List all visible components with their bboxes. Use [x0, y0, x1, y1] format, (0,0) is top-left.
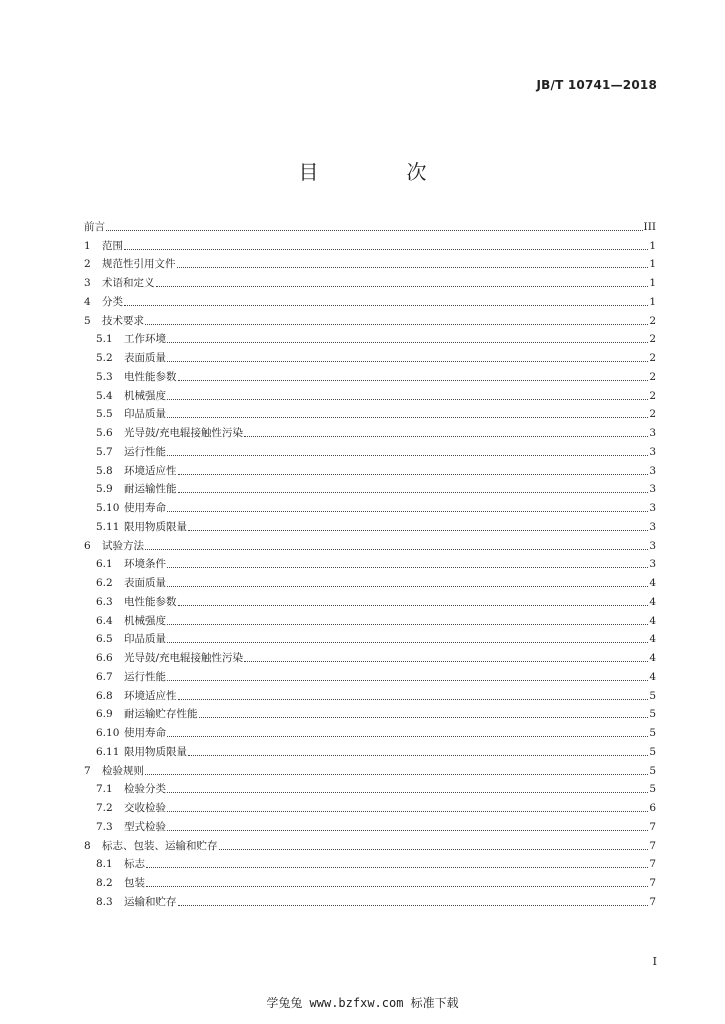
toc-entry-page: 3: [649, 483, 656, 496]
toc-entry-title: 机械强度: [124, 389, 166, 402]
toc-entry-title: 电性能参数: [124, 595, 177, 608]
toc-entry[interactable]: [84, 253, 656, 272]
toc-entry-title: 包装: [124, 877, 145, 889]
toc-entry-number: 6.5: [96, 633, 113, 646]
toc-entry-page: 4: [649, 652, 656, 664]
toc-entry-title: 光导鼓/充电辊接触性污染: [124, 652, 244, 664]
toc-entry[interactable]: [84, 721, 656, 740]
toc-dot-leader: [167, 830, 648, 831]
toc-entry-number: 6.8: [96, 689, 113, 702]
toc-entry-number: 4: [84, 295, 91, 308]
toc-entry-title: 交收检验: [124, 802, 166, 814]
toc-dot-leader: [167, 511, 648, 512]
toc-entry-number: 6.2: [96, 577, 113, 589]
toc-entry-number: 5: [84, 314, 91, 327]
toc-entry-number: 8.3: [96, 895, 113, 908]
toc-entry-title: 使用寿命: [124, 502, 166, 514]
toc-entry-title: 电性能参数: [124, 370, 177, 383]
toc-entry[interactable]: [84, 215, 656, 234]
standard-number: JB/T 10741—2018: [536, 78, 657, 92]
toc-dot-leader: [219, 849, 649, 850]
toc-entry[interactable]: [84, 796, 656, 815]
toc-entry[interactable]: [84, 421, 656, 440]
toc-entry-page: 3: [649, 427, 656, 439]
toc-entry-page: 6: [649, 802, 656, 814]
toc-entry-number: 8: [84, 839, 91, 852]
toc-entry-page: 7: [649, 895, 656, 908]
toc-dot-leader: [167, 399, 648, 400]
toc-entry-title: 范围: [102, 239, 123, 252]
toc-entry[interactable]: [84, 890, 656, 909]
toc-entry-title: 环境条件: [124, 558, 166, 571]
toc-dot-leader: [177, 267, 649, 268]
toc-dot-leader: [124, 305, 648, 306]
toc-dot-leader: [167, 342, 648, 343]
toc-dot-leader: [178, 380, 649, 381]
toc-entry[interactable]: [84, 646, 656, 665]
toc-entry[interactable]: [84, 440, 656, 459]
toc-entry-page: 2: [649, 352, 656, 364]
toc-entry-title: 技术要求: [102, 314, 144, 327]
toc-dot-leader: [167, 792, 648, 793]
toc-entry-page: 2: [649, 389, 656, 402]
toc-entry-number: 7.1: [96, 783, 113, 796]
toc-entry-page: 1: [649, 295, 656, 308]
toc-entry-number: 5.10: [96, 502, 120, 514]
toc-dot-leader: [167, 811, 648, 812]
toc-entry-page: 2: [649, 408, 656, 421]
toc-dot-leader: [167, 361, 648, 362]
toc-entry-page: 5: [649, 764, 656, 777]
toc-entry-page: 5: [649, 745, 656, 758]
toc-entry-number: 7: [84, 764, 91, 777]
table-of-contents: [84, 215, 656, 909]
toc-entry-page: 2: [649, 314, 656, 327]
toc-dot-leader: [199, 717, 649, 718]
toc-entry-number: 7.2: [96, 802, 113, 814]
toc-entry-page: 7: [649, 858, 656, 871]
toc-entry-title: 运输和贮存: [124, 895, 177, 908]
toc-entry-number: 3: [84, 277, 91, 289]
toc-entry[interactable]: [84, 403, 656, 422]
toc-entry-title: 运行性能: [124, 445, 166, 458]
toc-entry-page: 3: [649, 539, 656, 552]
toc-dot-leader: [167, 736, 648, 737]
toc-entry-number: 6.9: [96, 708, 113, 721]
toc-entry[interactable]: [84, 384, 656, 403]
toc-dot-leader: [106, 230, 643, 231]
toc-dot-leader: [167, 624, 648, 625]
toc-entry-title: 限用物质限量: [124, 745, 187, 758]
toc-entry[interactable]: [84, 665, 656, 684]
toc-entry[interactable]: [84, 271, 656, 290]
toc-dot-leader: [188, 755, 648, 756]
toc-entry-page: 1: [649, 258, 656, 271]
toc-entry-number: 5.1: [96, 333, 113, 346]
toc-entry-title: 印品质量: [124, 408, 166, 421]
toc-entry-page: 3: [649, 520, 656, 533]
toc-dot-leader: [145, 774, 648, 775]
toc-dot-leader: [167, 417, 648, 418]
footer-watermark: 学兔兔 www.bzfxw.com 标准下载: [266, 996, 459, 1010]
toc-entry-title: 机械强度: [124, 614, 166, 627]
toc-entry[interactable]: [84, 459, 656, 478]
toc-entry-number: 5.7: [96, 445, 113, 458]
toc-entry-page: 2: [649, 333, 656, 346]
toc-entry-number: 6.7: [96, 670, 113, 683]
toc-entry-number: 6.11: [96, 745, 120, 758]
toc-entry-number: 6.6: [96, 652, 113, 664]
page-title: 目 次: [298, 160, 461, 184]
toc-dot-leader: [124, 249, 648, 250]
toc-dot-leader: [145, 324, 648, 325]
toc-entry-title: 规范性引用文件: [102, 258, 176, 271]
toc-entry-number: 6.4: [96, 614, 113, 627]
toc-dot-leader: [146, 867, 648, 868]
toc-entry-title: 前言: [84, 220, 105, 233]
toc-entry-page: 3: [649, 464, 656, 477]
toc-dot-leader: [167, 586, 648, 587]
toc-entry-number: 5.2: [96, 352, 113, 364]
toc-entry[interactable]: [84, 871, 656, 890]
toc-dot-leader: [178, 699, 649, 700]
toc-entry[interactable]: [84, 515, 656, 534]
toc-entry-title: 印品质量: [124, 633, 166, 646]
toc-entry[interactable]: [84, 759, 656, 778]
toc-entry-number: 6.10: [96, 727, 120, 739]
toc-entry[interactable]: [84, 346, 656, 365]
toc-entry-number: 5.5: [96, 408, 113, 421]
toc-dot-leader: [167, 680, 648, 681]
toc-entry-page: 5: [649, 708, 656, 721]
toc-entry-page: 4: [649, 670, 656, 683]
toc-entry-title: 工作环境: [124, 333, 166, 346]
toc-entry-number: 1: [84, 239, 91, 252]
toc-entry[interactable]: [84, 628, 656, 647]
toc-entry[interactable]: [84, 590, 656, 609]
toc-entry-title: 耐运输贮存性能: [124, 708, 198, 721]
toc-entry-number: 5.3: [96, 370, 113, 383]
toc-entry-title: 检验分类: [124, 783, 166, 796]
toc-entry-page: 5: [649, 689, 656, 702]
toc-entry-page: 4: [649, 614, 656, 627]
toc-entry-number: 8.2: [96, 877, 113, 889]
toc-dot-leader: [178, 905, 649, 906]
toc-entry-title: 表面质量: [124, 577, 166, 589]
toc-dot-leader: [188, 530, 648, 531]
toc-entry-title: 分类: [102, 295, 123, 308]
toc-entry[interactable]: [84, 834, 656, 853]
toc-entry-title: 术语和定义: [102, 277, 155, 289]
toc-dot-leader: [244, 436, 648, 437]
toc-dot-leader: [167, 567, 648, 568]
toc-entry-number: 2: [84, 258, 91, 271]
toc-entry-page: 1: [649, 277, 656, 289]
toc-entry-number: 5.8: [96, 464, 113, 477]
toc-entry-number: 5.11: [96, 520, 120, 533]
toc-entry-title: 环境适应性: [124, 689, 177, 702]
toc-dot-leader: [167, 455, 648, 456]
toc-entry-title: 使用寿命: [124, 727, 166, 739]
toc-entry-number: 7.3: [96, 820, 113, 833]
toc-entry-page: 5: [649, 727, 656, 739]
toc-dot-leader: [178, 605, 649, 606]
toc-entry-title: 限用物质限量: [124, 520, 187, 533]
toc-entry[interactable]: [84, 496, 656, 515]
toc-entry-number: 5.6: [96, 427, 113, 439]
toc-entry-page: 2: [649, 370, 656, 383]
toc-entry-page: 7: [649, 839, 656, 852]
toc-dot-leader: [156, 286, 649, 287]
toc-dot-leader: [146, 886, 648, 887]
toc-entry-number: 8.1: [96, 858, 113, 871]
toc-entry[interactable]: [84, 234, 656, 253]
toc-entry-title: 环境适应性: [124, 464, 177, 477]
toc-dot-leader: [145, 549, 648, 550]
toc-entry-title: 检验规则: [102, 764, 144, 777]
toc-entry[interactable]: [84, 328, 656, 347]
toc-entry[interactable]: [84, 365, 656, 384]
toc-entry[interactable]: [84, 778, 656, 797]
toc-entry-page: 3: [649, 558, 656, 571]
toc-entry-page: 7: [649, 820, 656, 833]
toc-entry[interactable]: [84, 684, 656, 703]
toc-entry-number: 6: [84, 539, 91, 552]
toc-entry-page: 3: [649, 445, 656, 458]
toc-entry[interactable]: [84, 815, 656, 834]
toc-entry-page: 3: [649, 502, 656, 514]
toc-entry-page: 5: [649, 783, 656, 796]
toc-entry[interactable]: [84, 853, 656, 872]
toc-entry-page: III: [643, 220, 656, 233]
toc-entry-title: 运行性能: [124, 670, 166, 683]
toc-entry[interactable]: [84, 571, 656, 590]
toc-entry-number: 6.1: [96, 558, 113, 571]
toc-entry-number: 5.4: [96, 389, 113, 402]
toc-entry-title: 光导鼓/充电辊接触性污染: [124, 427, 244, 439]
page-number: I: [652, 955, 657, 968]
toc-dot-leader: [167, 642, 648, 643]
toc-entry-title: 标志、包装、运输和贮存: [102, 839, 218, 852]
toc-entry-page: 7: [649, 877, 656, 889]
toc-entry[interactable]: [84, 478, 656, 497]
toc-entry-title: 表面质量: [124, 352, 166, 364]
toc-entry[interactable]: [84, 290, 656, 309]
toc-dot-leader: [244, 661, 648, 662]
toc-entry[interactable]: [84, 534, 656, 553]
toc-entry-title: 型式检验: [124, 820, 166, 833]
toc-entry[interactable]: [84, 309, 656, 328]
toc-entry[interactable]: [84, 703, 656, 722]
toc-entry-page: 1: [649, 239, 656, 252]
toc-entry[interactable]: [84, 609, 656, 628]
toc-entry-number: 6.3: [96, 595, 113, 608]
toc-entry-title: 标志: [124, 858, 145, 871]
toc-dot-leader: [178, 492, 649, 493]
toc-entry[interactable]: [84, 553, 656, 572]
toc-entry-page: 4: [649, 595, 656, 608]
toc-entry-page: 4: [649, 633, 656, 646]
toc-entry-title: 耐运输性能: [124, 483, 177, 496]
toc-entry-title: 试验方法: [102, 539, 144, 552]
toc-entry[interactable]: [84, 740, 656, 759]
toc-entry-page: 4: [649, 577, 656, 589]
toc-dot-leader: [178, 474, 649, 475]
toc-entry-number: 5.9: [96, 483, 113, 496]
